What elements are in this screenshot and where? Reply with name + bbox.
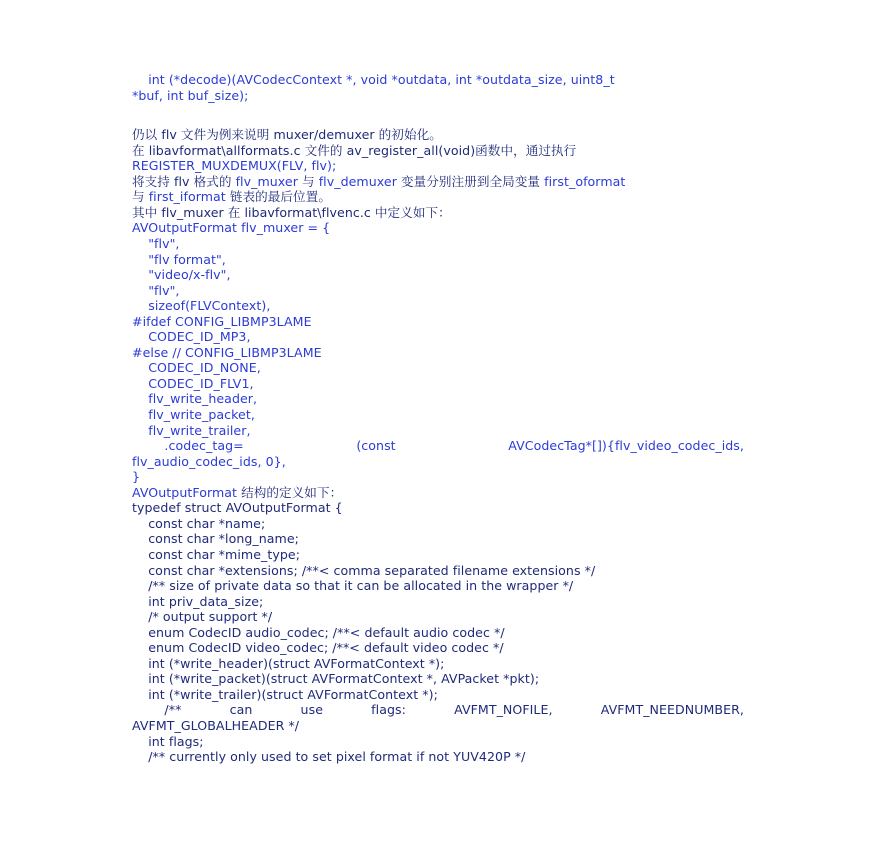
- text-segment: flv_write_trailer,: [132, 422, 251, 438]
- text-segment: flv_demuxer: [318, 173, 397, 189]
- text-segment: 结构的定义如下：: [237, 484, 343, 500]
- text-line: [132, 376, 744, 392]
- text-line: [132, 594, 744, 610]
- text-segment: first_oformat: [544, 173, 626, 189]
- text-segment: "video/x-flv",: [132, 267, 231, 283]
- text-line: [132, 360, 744, 376]
- text-line: [132, 72, 744, 88]
- text-segment: 将支持 flv 格式的: [132, 173, 236, 189]
- text-line: [132, 174, 744, 190]
- text-line: [132, 438, 744, 454]
- text-segment: int (*write_header)(struct AVFormatContext *);: [132, 655, 445, 671]
- text-line: [132, 205, 744, 221]
- text-segment: #ifdef CONFIG_LIBMP3LAME: [132, 313, 312, 329]
- text-line: [132, 469, 744, 485]
- text-segment: "flv format",: [132, 251, 226, 267]
- text-segment: int (*write_packet)(struct AVFormatContext *, AVPacket *pkt);: [132, 671, 540, 687]
- text-line: [132, 220, 744, 236]
- text-line: [132, 500, 744, 516]
- text-segment: use: [300, 702, 323, 718]
- text-segment: /** currently only used to set pixel format if not YUV420P */: [132, 749, 526, 765]
- text-segment: }: [132, 469, 141, 485]
- text-segment: 在 libavformat\allformats.c 文件的 av_register_all(void)函数中，通过执行: [132, 142, 577, 158]
- text-segment: 与: [132, 189, 149, 205]
- text-line: [132, 749, 744, 765]
- text-segment: (const: [356, 438, 396, 454]
- text-line: [132, 236, 744, 252]
- text-segment: 仍以 flv 文件为例来说明 muxer/demuxer 的初始化。: [132, 127, 442, 143]
- text-line: [132, 423, 744, 439]
- text-segment: REGISTER_MUXDEMUX(FLV, flv);: [132, 158, 337, 174]
- text-segment: int priv_data_size;: [132, 593, 264, 609]
- text-segment: AVFMT_NOFILE,: [454, 702, 553, 718]
- text-line: [132, 734, 744, 750]
- text-line: [132, 531, 744, 547]
- text-line: [132, 127, 744, 143]
- text-segment: /**: [132, 702, 182, 718]
- text-line: [132, 407, 744, 423]
- text-line: [132, 189, 744, 205]
- text-segment: enum CodecID audio_codec; /**< default audio codec */: [132, 624, 505, 640]
- text-segment: flv_audio_codec_ids, 0},: [132, 453, 286, 469]
- text-segment: .codec_tag=: [132, 438, 244, 454]
- text-line: [132, 640, 744, 656]
- text-segment: can: [229, 702, 253, 718]
- text-segment: CODEC_ID_MP3,: [132, 329, 251, 345]
- text-segment: 链表的最后位置。: [225, 189, 331, 205]
- text-segment: 与: [297, 173, 319, 189]
- text-segment: int (*write_trailer)(struct AVFormatContext *);: [132, 686, 438, 702]
- text-line: [132, 578, 744, 594]
- text-segment: first_iformat: [148, 189, 226, 205]
- text-line: [132, 283, 744, 299]
- text-segment: const char *long_name;: [132, 531, 299, 547]
- text-segment: "flv",: [132, 282, 180, 298]
- text-segment: AVCodecTag*[]){flv_video_codec_ids,: [508, 438, 744, 454]
- text-segment: flags:: [371, 702, 406, 718]
- text-segment: /** size of private data so that it can be allocated in the wrapper */: [132, 578, 574, 594]
- text-line: [132, 314, 744, 330]
- text-segment: "flv",: [132, 235, 180, 251]
- text-segment: #else // CONFIG_LIBMP3LAME: [132, 344, 322, 360]
- text-segment: int (*decode)(AVCodecContext *, void *outdata, int *outdata_size, uint8_t: [132, 72, 615, 87]
- text-segment: enum CodecID video_codec; /**< default video codec */: [132, 640, 504, 656]
- text-segment: AVOutputFormat: [132, 484, 238, 500]
- text-segment: flv_write_header,: [132, 391, 258, 407]
- text-line: [132, 88, 744, 104]
- text-line: [132, 158, 744, 174]
- text-segment: 变量分别注册到全局变量: [396, 173, 545, 189]
- text-line: [132, 298, 744, 314]
- text-line: [132, 687, 744, 703]
- text-segment: AVFMT_GLOBALHEADER */: [132, 718, 300, 733]
- text-segment: typedef struct AVOutputFormat {: [132, 500, 343, 516]
- text-segment: 其中 flv_muxer 在 libavformat\flvenc.c 中定义如下：: [132, 204, 451, 220]
- text-segment: AVFMT_NEEDNUMBER,: [600, 702, 744, 718]
- text-line: [132, 702, 744, 718]
- text-segment: AVOutputFormat flv_muxer = {: [132, 220, 331, 236]
- text-line: [132, 143, 744, 159]
- text-segment: const char *name;: [132, 515, 266, 531]
- text-segment: flv_write_packet,: [132, 407, 255, 422]
- text-line: [132, 267, 744, 283]
- text-line: [132, 563, 744, 579]
- text-segment: const char *mime_type;: [132, 546, 300, 562]
- text-line: [132, 485, 744, 501]
- text-segment: int flags;: [132, 733, 204, 749]
- text-line: [132, 671, 744, 687]
- text-line: [132, 656, 744, 672]
- text-segment: CODEC_ID_FLV1,: [132, 375, 254, 391]
- text-line: [132, 345, 744, 361]
- text-segment: sizeof(FLVContext),: [132, 298, 271, 314]
- text-segment: const char *extensions; /**< comma separated filename extensions */: [132, 562, 596, 578]
- text-line: [132, 609, 744, 625]
- text-segment: /* output support */: [132, 609, 273, 625]
- text-line: [132, 625, 744, 641]
- text-segment: *buf, int buf_size);: [132, 87, 249, 103]
- text-line: [132, 329, 744, 345]
- text-segment: flv_muxer: [235, 173, 298, 189]
- text-line: [132, 391, 744, 407]
- text-line: [132, 516, 744, 532]
- text-segment: CODEC_ID_NONE,: [132, 360, 261, 376]
- text-line: [132, 547, 744, 563]
- text-line: [132, 454, 744, 470]
- text-line: [132, 252, 744, 268]
- text-line: [132, 718, 744, 734]
